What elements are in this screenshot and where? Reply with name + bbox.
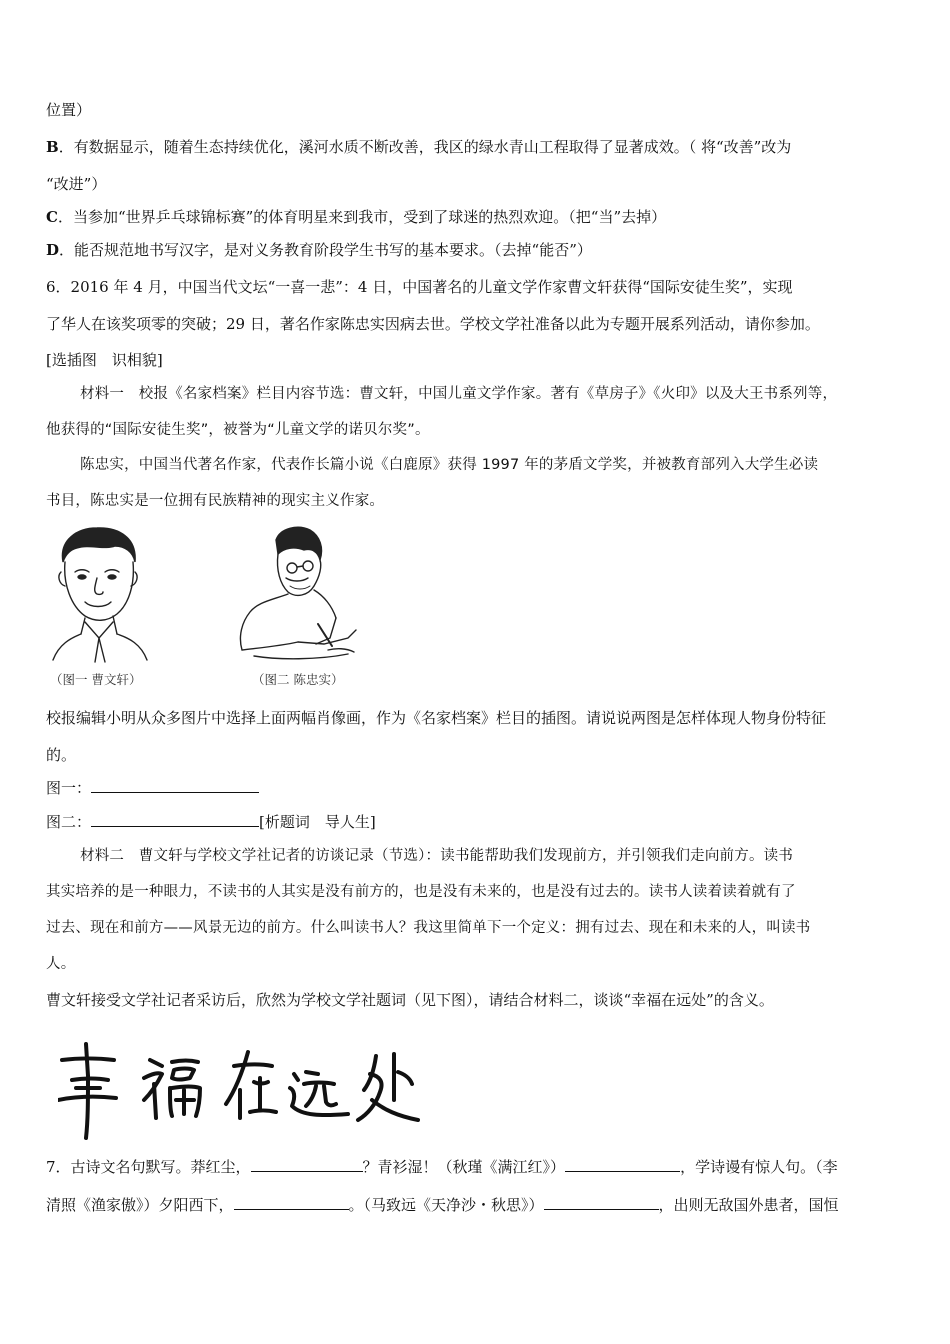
q7-text: ？青衫湿！（秋瑾《满江红》）	[362, 1158, 566, 1176]
answer-label: 图二：	[46, 813, 92, 831]
answer-blank[interactable]	[565, 1157, 680, 1172]
figure-1-caption: （图一 曹文轩）	[50, 672, 142, 687]
q7-text: 。（马致远《天净沙・秋思》）	[348, 1196, 544, 1214]
text-line: 位置）	[46, 101, 92, 119]
q7-text: 7．古诗文名句默写。莽红尘，	[46, 1158, 251, 1176]
answer-line-2	[46, 812, 906, 832]
calligraphy-inscription	[58, 1030, 423, 1140]
section-heading: [选插图 识相貌]	[46, 351, 163, 369]
option-b	[46, 137, 906, 157]
q7-text: ，出则无敌国外患者，国恒	[658, 1196, 839, 1214]
material-2: 材料二 曹文轩与学校文学社记者的访谈记录（节选）：读书能帮助我们发现前方，并引领我们走向前方。读书	[80, 848, 794, 864]
text-line: “改进”）	[46, 175, 107, 193]
option-text: ．当参加“世界乒乓球锦标赛”的体育明星来到我市，受到了球迷的热烈欢迎。（把“当”去掉）	[57, 208, 667, 226]
text-line: 陈忠实，中国当代著名作家，代表作长篇小说《白鹿原》获得 1997 年的茅盾文学奖，并被教育部列入大学生必读	[80, 457, 819, 473]
text-line: 其实培养的是一种眼力，不读书的人其实是没有前方的，也是没有未来的，也是没有过去的。读书人读着读着就有了	[46, 884, 796, 900]
question-7-cont	[46, 1195, 906, 1215]
option-label: C	[46, 208, 58, 226]
option-label: B	[46, 138, 59, 156]
option-text: ．能否规范地书写汉字，是对义务教育阶段学生书写的基本要求。（去掉“能否”）	[59, 241, 592, 259]
text-line: 人。	[46, 956, 76, 972]
option-d	[46, 240, 906, 260]
answer-blank[interactable]	[91, 778, 259, 793]
answer-line-1	[46, 778, 906, 798]
question-6: 6．2016 年 4 月，中国当代文坛“一喜一悲”：4 日，中国著名的儿童文学作家曹文轩获得“国际安徒生奖”，实现	[46, 278, 793, 296]
answer-blank[interactable]	[234, 1195, 349, 1210]
option-c	[46, 207, 906, 227]
text-line: 过去、现在和前方——风景无边的前方。什么叫读书人？我这里简单下一个定义：拥有过去、现在和未来的人，叫读书	[46, 920, 811, 936]
option-label: D	[46, 241, 60, 259]
answer-label: 图一：	[46, 779, 92, 797]
answer-blank[interactable]	[91, 812, 259, 827]
text-line: 的。	[46, 746, 77, 764]
text-line: 书目，陈忠实是一位拥有民族精神的现实主义作家。	[46, 493, 385, 509]
material-1: 材料一 校报《名家档案》栏目内容节选：曹文轩，中国儿童文学作家。著有《草房子》《火印》以及大王书系列等，	[80, 386, 838, 402]
question-7	[46, 1157, 906, 1177]
q7-text: ，学诗谩有惊人句。（李	[680, 1158, 838, 1176]
q7-text: 清照《渔家傲》）夕阳西下，	[46, 1196, 234, 1214]
option-text: ．有数据显示，随着生态持续优化，溪河水质不断改善，我区的绿水青山工程取得了显著成效。（ 将“改善”改为	[58, 138, 792, 156]
text-line: 他获得的“国际安徒生奖”，被誉为“儿童文学的诺贝尔奖”。	[46, 422, 430, 438]
figure-2-caption: （图二 陈忠实）	[252, 672, 344, 687]
portrait-cao-wenxuan	[45, 522, 155, 664]
question-prompt: 校报编辑小明从众多图片中选择上面两幅肖像画，作为《名家档案》栏目的插图。请说说两图是怎样体现人物身份特征	[46, 709, 827, 727]
section-heading: [析题词 导人生]	[259, 813, 376, 831]
text-line: 了华人在该奖项零的突破；29 日，著名作家陈忠实因病去世。学校文学社准备以此为专题开展系列活动，请你参加。	[46, 315, 820, 333]
answer-blank[interactable]	[251, 1157, 363, 1172]
portrait-chen-zhongshi	[228, 520, 366, 670]
answer-blank[interactable]	[544, 1195, 659, 1210]
question-prompt: 曹文轩接受文学社记者采访后，欣然为学校文学社题词（见下图），请结合材料二，谈谈“幸福在远处”的含义。	[46, 991, 774, 1009]
